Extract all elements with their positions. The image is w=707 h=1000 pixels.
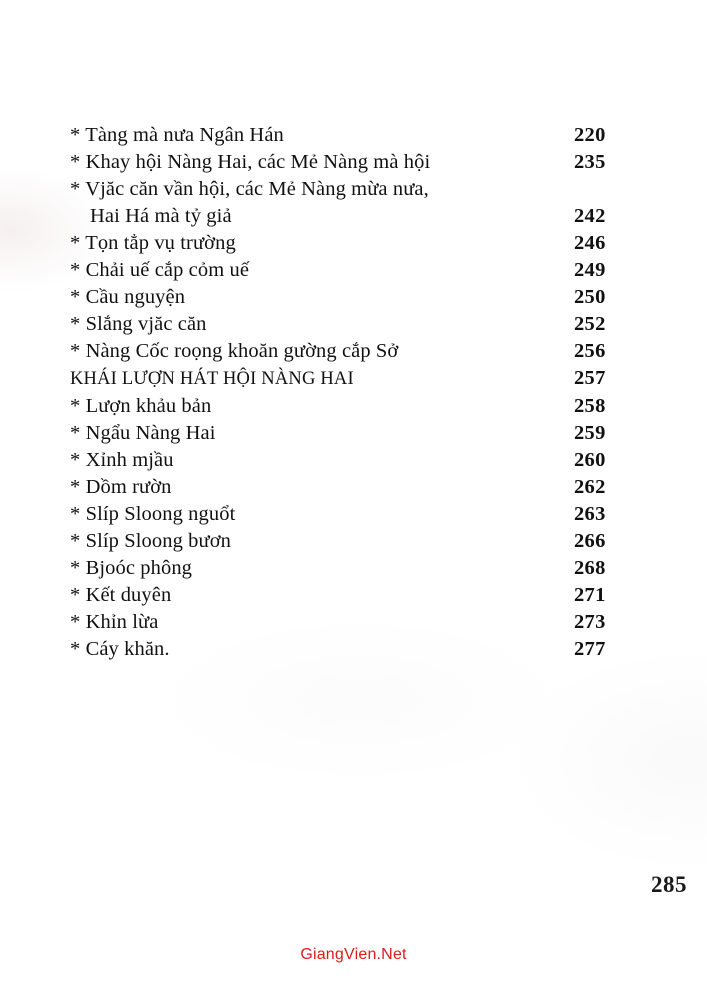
toc-entry-page-number: 249 <box>574 259 606 281</box>
page-folio-number: 285 <box>651 872 687 897</box>
toc-entry-title: * Ngẩu Nàng Hai <box>70 422 216 444</box>
toc-entry <box>70 149 638 176</box>
toc-entry <box>70 528 638 555</box>
toc-entry-page-number: 259 <box>574 422 606 444</box>
toc-entry-page-number: 252 <box>574 313 606 335</box>
toc-entry-page-number: 260 <box>574 449 606 471</box>
toc-entry <box>70 474 638 501</box>
toc-entry <box>70 203 638 230</box>
toc-entry <box>70 420 638 447</box>
toc-entry-title: * Xỉnh mjầu <box>70 449 174 471</box>
toc-entry <box>70 176 638 203</box>
toc-entry-title: * Vjăc căn vần hội, các Mẻ Nàng mừa nưa, <box>70 178 429 200</box>
toc-entry-title: * Slắng vjăc căn <box>70 313 207 335</box>
toc-entry-title: * Chải uế cắp cỏm uế <box>70 259 250 281</box>
toc-entry-page-number: 220 <box>574 124 606 146</box>
toc-entry-title: * Slíp Sloong bươn <box>70 530 232 552</box>
toc-entry-title: * Bjoóc phông <box>70 557 193 579</box>
toc-entry-title: * Cầu nguyện <box>70 286 186 308</box>
toc-entry <box>70 636 638 663</box>
toc-entry <box>70 230 638 257</box>
toc-entry-title: Hai Há mà tỷ giả <box>90 205 232 227</box>
toc-entry-page-number: 277 <box>574 638 606 660</box>
toc-section-heading: KHÁI LƯỢN HÁT HỘI NÀNG HAI <box>70 369 354 389</box>
toc-entry-title: * Cáy khăn. <box>70 638 170 660</box>
toc-entry <box>70 393 638 420</box>
toc-entry-title: * Khay hội Nàng Hai, các Mẻ Nàng mà hội <box>70 151 431 173</box>
toc-entry <box>70 365 638 393</box>
table-of-contents <box>70 122 638 663</box>
toc-entry-title: * Kết duyên <box>70 584 172 606</box>
toc-entry-page-number: 242 <box>574 205 606 227</box>
site-watermark: GiangVien.Net <box>300 946 407 963</box>
toc-entry-page-number: 250 <box>574 286 606 308</box>
toc-entry-page-number: 257 <box>574 367 606 389</box>
toc-entry <box>70 122 638 149</box>
toc-entry <box>70 555 638 582</box>
toc-entry-title: * Slíp Sloong nguổt <box>70 503 236 525</box>
toc-entry-page-number: 262 <box>574 476 606 498</box>
toc-entry <box>70 257 638 284</box>
toc-entry-page-number: 258 <box>574 395 606 417</box>
toc-entry <box>70 501 638 528</box>
toc-entry-title: * Khỉn lừa <box>70 611 159 633</box>
toc-entry <box>70 311 638 338</box>
toc-entry-page-number: 268 <box>574 557 606 579</box>
toc-entry-title: * Tọn tẳp vụ trường <box>70 232 236 254</box>
toc-entry <box>70 338 638 365</box>
toc-entry-title: * Nàng Cốc roọng khoăn gường cắp Sở <box>70 340 399 362</box>
toc-entry-page-number: 256 <box>574 340 606 362</box>
toc-entry-page-number: 263 <box>574 503 606 525</box>
toc-entry-page-number: 273 <box>574 611 606 633</box>
toc-entry-page-number: 246 <box>574 232 606 254</box>
toc-entry <box>70 582 638 609</box>
toc-entry <box>70 284 638 311</box>
toc-entry-page-number: 271 <box>574 584 606 606</box>
toc-entry-page-number: 235 <box>574 151 606 173</box>
toc-entry-title: * Lượn khảu bản <box>70 395 212 417</box>
toc-entry-title: * Dồm rườn <box>70 476 172 498</box>
toc-entry <box>70 447 638 474</box>
toc-entry-page-number: 266 <box>574 530 606 552</box>
toc-entry <box>70 609 638 636</box>
toc-entry-title: * Tàng mà nưa Ngân Hán <box>70 124 284 146</box>
